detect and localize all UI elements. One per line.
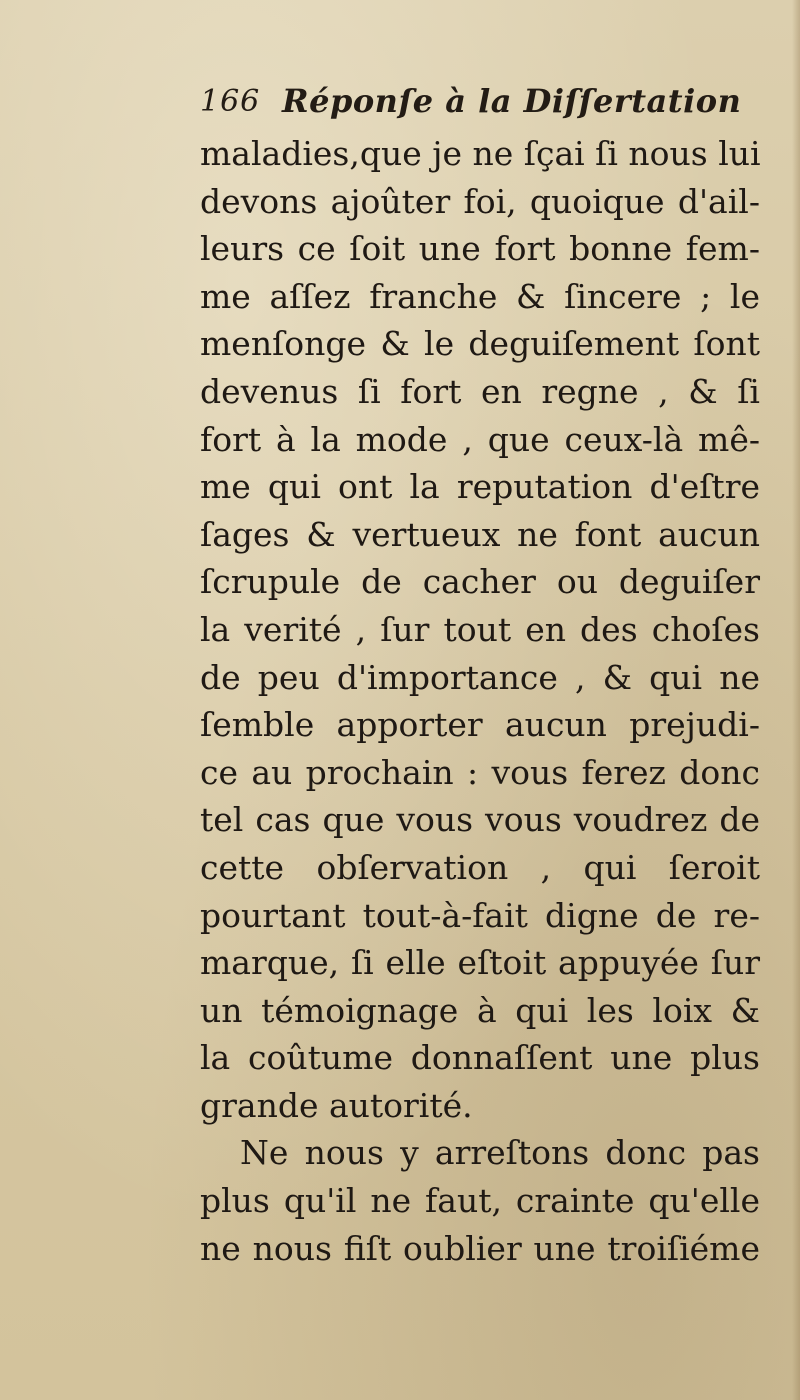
text-line-paragraph-start: Ne nous y arreſtons donc pas: [240, 1133, 760, 1173]
text-line: ſages & vertueux ne font aucun: [200, 514, 760, 554]
text-line: ſemble apporter aucun prejudi-: [200, 705, 760, 745]
text-line: marque, ſi elle eſtoit appuyée ſur: [200, 943, 760, 983]
text-line: cette obſervation , qui ſeroit: [200, 847, 760, 887]
text-line: maladies,que je ne ſçai ſi nous lui: [200, 134, 761, 173]
text-line: un témoignage à qui les loix &: [200, 990, 760, 1030]
text-line: plus qu'il ne faut, crainte qu'elle: [200, 1181, 760, 1221]
text-line: me aſſez franche & ſincere ; le: [200, 276, 760, 316]
text-line: de peu d'importance , & qui ne: [200, 657, 760, 697]
text-line: ne nous fiſt oublier une troiſiéme: [200, 1228, 760, 1268]
text-line-paragraph-end: grande autorité.: [200, 1085, 473, 1125]
text-line: devons ajoûter foi, quoique d'ail-: [200, 181, 760, 221]
text-line: ſcrupule de cacher ou deguiſer: [200, 562, 760, 602]
text-line: leurs ce ſoit une fort bonne fem-: [200, 229, 760, 269]
text-line: la verité , ſur tout en des choſes: [200, 609, 760, 649]
body-text: [200, 130, 760, 1272]
text-line: pourtant tout-à-fait digne de re-: [200, 895, 760, 935]
text-line: fort à la mode , que ceux-là mê-: [200, 419, 760, 459]
text-line: menſonge & le deguiſement ſont: [200, 324, 760, 364]
text-line: la coûtume donnaſſent une plus: [200, 1038, 760, 1078]
page-number: 166: [200, 84, 261, 119]
text-line: ce au prochain : vous ferez donc: [200, 752, 760, 792]
page-header: [200, 78, 740, 126]
text-line: tel cas que vous vous voudrez de: [200, 800, 760, 840]
page-edge-shadow: [792, 0, 800, 1400]
running-title: Réponſe à la Diſſertation: [282, 82, 742, 120]
text-line: me qui ont la reputation d'eſtre: [200, 467, 760, 507]
text-line: devenus ſi fort en regne , & ſi: [200, 371, 760, 411]
